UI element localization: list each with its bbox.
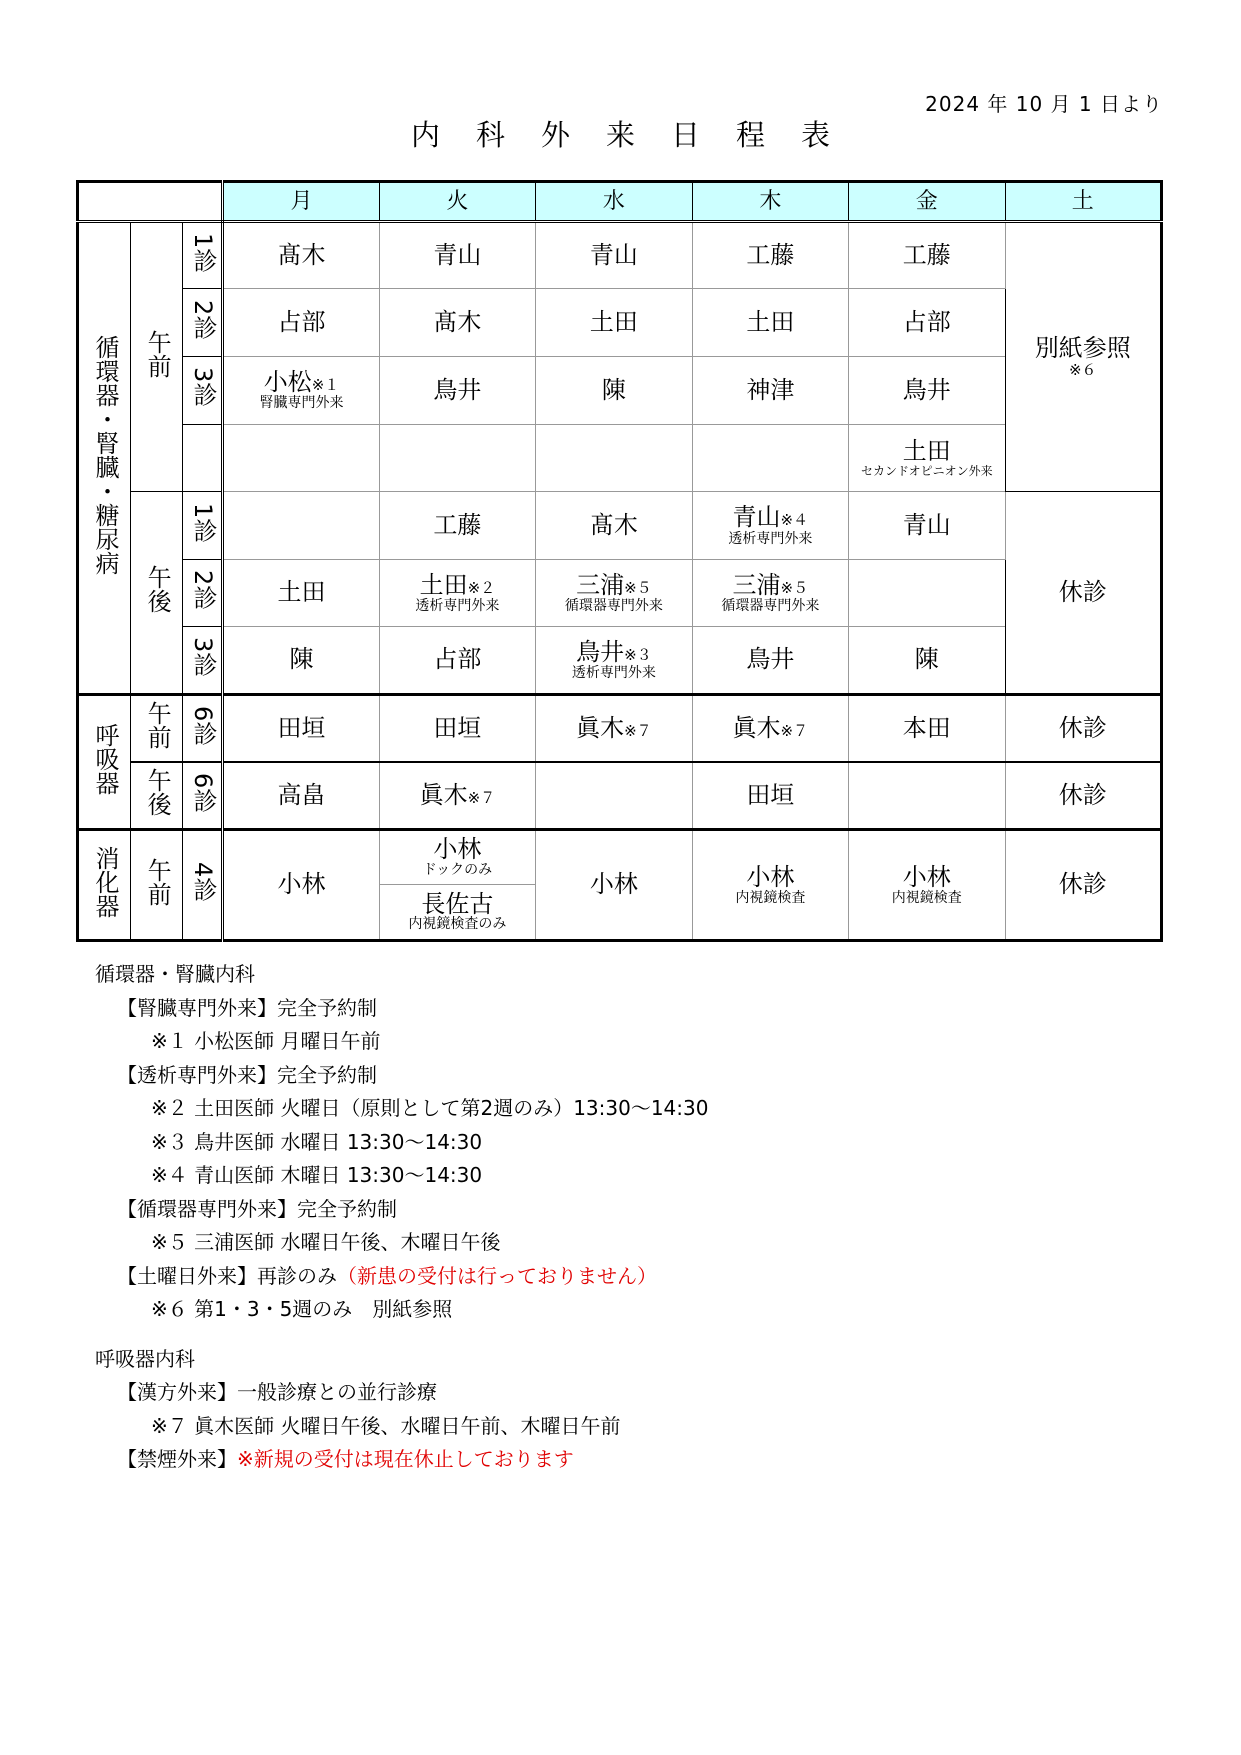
gastro-am xyxy=(130,830,183,941)
clinic-type: 内視鏡検査 xyxy=(891,890,962,907)
note-1: ※１ 小松医師 月曜日午前 xyxy=(151,1029,381,1053)
effective-date: 2024 年 10 月 1 日より xyxy=(925,92,1163,116)
room-label: 1診 xyxy=(188,502,217,542)
room-label: 4診 xyxy=(188,862,217,902)
note-mark: ※７ xyxy=(780,721,809,740)
note-kidney-head: 【腎臓専門外来】完全予約制 xyxy=(117,995,377,1020)
clinic-type: 透析専門外来 xyxy=(415,598,500,615)
clinic-type: 内視鏡検査 xyxy=(735,890,806,907)
day-tue: 火 xyxy=(379,182,535,222)
room-label: 6診 xyxy=(188,705,217,745)
room-1 xyxy=(183,492,223,560)
schedule-cell: 陳 xyxy=(849,627,1005,695)
room-2 xyxy=(183,289,223,357)
note-3: ※３ 鳥井医師 水曜日 13:30～14:30 xyxy=(151,1129,483,1154)
schedule-cell: 髙木 xyxy=(536,492,692,560)
clinic-type: 循環器専門外来 xyxy=(721,598,820,615)
schedule-cell xyxy=(223,424,379,492)
schedule-cell xyxy=(379,762,535,830)
schedule-cell xyxy=(849,424,1005,492)
schedule-cell: 工藤 xyxy=(692,221,848,289)
schedule-cell xyxy=(692,830,848,941)
schedule-cell: 田垣 xyxy=(223,694,379,762)
schedule-cell: 陳 xyxy=(223,627,379,695)
room-3 xyxy=(183,627,223,695)
doctor-name: 小林 xyxy=(746,862,795,891)
day-thu: 木 xyxy=(692,182,848,222)
resp-pm xyxy=(130,762,183,830)
schedule-cell: 占部 xyxy=(379,627,535,695)
schedule-cell: 陳 xyxy=(536,357,692,425)
doctor-name: 眞木 xyxy=(419,780,468,809)
room-label: 1診 xyxy=(188,232,217,272)
note-saturday-warning: （新患の受付は行っておりません） xyxy=(337,1263,657,1288)
schedule-cell: 青山 xyxy=(849,492,1005,560)
schedule-cell xyxy=(692,492,848,560)
note-mark: ※７ xyxy=(467,788,496,807)
doctor-name: 小林 xyxy=(433,835,482,864)
room-4 xyxy=(183,830,223,941)
note-smoking xyxy=(95,1443,708,1477)
schedule-cell: 青山 xyxy=(536,221,692,289)
notes-resp-heading: 呼吸器内科 xyxy=(95,1346,195,1371)
clinic-type: 透析専門外来 xyxy=(571,665,656,682)
notes-section xyxy=(95,958,708,1477)
note-mark: ※５ xyxy=(780,578,809,597)
saturday-cell: 休診 xyxy=(1005,694,1161,762)
schedule-cell: 田垣 xyxy=(379,694,535,762)
schedule-cell xyxy=(536,559,692,627)
clinic-type: ドックのみ xyxy=(422,861,493,878)
note-mark: ※２ xyxy=(467,578,496,597)
schedule-cell: 土田 xyxy=(692,289,848,357)
schedule-cell xyxy=(536,424,692,492)
doctor-name: 小林 xyxy=(902,862,951,891)
note-mark: ※４ xyxy=(780,510,809,529)
doctor-name: 三浦 xyxy=(576,570,625,599)
clinic-type: 内視鏡検査のみ xyxy=(408,916,507,933)
schedule-cell xyxy=(223,357,379,425)
am-label: 午前 xyxy=(143,857,172,906)
am-label: 午前 xyxy=(143,329,172,378)
saturday-cell: 休診 xyxy=(1005,762,1161,830)
table-corner xyxy=(78,182,223,222)
cardio-pm xyxy=(130,492,183,695)
schedule-cell: 髙木 xyxy=(223,221,379,289)
room-label: 6診 xyxy=(188,772,217,812)
schedule-cell: 神津 xyxy=(692,357,848,425)
clinic-type: セカンドオピニオン外来 xyxy=(860,464,993,479)
schedule-cell: 土田 xyxy=(536,289,692,357)
note-saturday-head: 【土曜日外来】再診のみ xyxy=(117,1263,337,1288)
room-6 xyxy=(183,694,223,762)
page-title: 内科外来日程表 xyxy=(410,118,866,152)
resp-am xyxy=(130,694,183,762)
note-4: ※４ 青山医師 木曜日 13:30～14:30 xyxy=(151,1163,483,1187)
room-3 xyxy=(183,357,223,425)
schedule-cell: 小林 xyxy=(536,830,692,941)
note-6: ※６ 第1・3・5週のみ 別紙参照 xyxy=(151,1297,453,1321)
dept-gastro xyxy=(78,830,131,941)
schedule-cell xyxy=(536,762,692,830)
room-label: 2診 xyxy=(188,570,217,610)
pm-label: 午後 xyxy=(143,768,172,817)
room-label: 3診 xyxy=(188,367,217,407)
note-7: ※７ 眞木医師 火曜日午後、水曜日午前、木曜日午前 xyxy=(151,1413,621,1438)
cardio-am xyxy=(130,221,183,491)
note-mark: ※５ xyxy=(624,578,652,597)
schedule-cell xyxy=(379,424,535,492)
schedule-cell: 占部 xyxy=(223,289,379,357)
dept-resp xyxy=(78,694,131,829)
doctor-name: 土田 xyxy=(419,570,468,599)
schedule-cell: 鳥井 xyxy=(379,357,535,425)
clinic-type: 腎臓専門外来 xyxy=(259,395,344,412)
schedule-cell xyxy=(849,762,1005,830)
room-blank xyxy=(183,424,223,492)
note-mark: ※１ xyxy=(311,375,340,394)
day-fri: 金 xyxy=(849,182,1005,222)
note-mark: ※３ xyxy=(624,645,652,664)
doctor-name: 三浦 xyxy=(732,570,781,599)
pm-label: 午後 xyxy=(143,565,172,614)
schedule-cell: 工藤 xyxy=(849,221,1005,289)
saturday-cell: 休診 xyxy=(1005,830,1161,941)
dept-gastro-label: 消化器 xyxy=(91,845,120,918)
day-sat: 土 xyxy=(1005,182,1161,222)
note-5: ※５ 三浦医師 水曜日午後、木曜日午後 xyxy=(151,1230,501,1254)
doctor-name: 土田 xyxy=(902,436,951,465)
room-2 xyxy=(183,559,223,627)
schedule-cell: 鳥井 xyxy=(692,627,848,695)
schedule-cell xyxy=(849,830,1005,941)
schedule-cell: 田垣 xyxy=(692,762,848,830)
doctor-name: 青山 xyxy=(732,502,781,531)
doctor-name: 小松 xyxy=(263,367,312,396)
schedule-cell: 青山 xyxy=(379,221,535,289)
schedule-cell: 土田 xyxy=(223,559,379,627)
note-kampo-head: 【漢方外来】一般診療との並行診療 xyxy=(117,1380,437,1404)
saturday-see-attached: 別紙参照 xyxy=(1034,333,1131,362)
schedule-cell: 占部 xyxy=(849,289,1005,357)
schedule-cell xyxy=(379,830,535,885)
saturday-cell: 休診 xyxy=(1005,492,1161,695)
room-label: 3診 xyxy=(188,637,217,677)
clinic-type: 透析専門外来 xyxy=(728,530,813,547)
day-mon: 月 xyxy=(223,182,379,222)
schedule-cell xyxy=(692,559,848,627)
note-smoking-warning: ※新規の受付は現在休止しております xyxy=(237,1447,574,1471)
note-cardio-head: 【循環器専門外来】完全予約制 xyxy=(117,1196,397,1221)
doctor-name: 眞木 xyxy=(576,713,625,742)
schedule-cell: 鳥井 xyxy=(849,357,1005,425)
schedule-cell xyxy=(379,559,535,627)
doctor-name: 眞木 xyxy=(732,713,781,742)
room-6 xyxy=(183,762,223,830)
schedule-cell xyxy=(223,492,379,560)
dept-resp-label: 呼吸器 xyxy=(91,722,120,795)
note-smoking-head: 【禁煙外来】 xyxy=(117,1447,237,1471)
schedule-cell xyxy=(849,559,1005,627)
note-mark: ※６ xyxy=(1068,361,1097,380)
am-label: 午前 xyxy=(143,701,172,750)
schedule-cell xyxy=(379,885,535,941)
doctor-name: 長佐古 xyxy=(421,889,494,918)
note-2: ※２ 土田医師 火曜日（原則として第2週のみ）13:30～14:30 xyxy=(151,1096,709,1120)
note-dialysis-head: 【透析専門外来】完全予約制 xyxy=(117,1062,377,1087)
schedule-cell: 高畠 xyxy=(223,762,379,830)
notes-cardio-heading: 循環器・腎臓内科 xyxy=(95,962,255,986)
schedule-cell: 本田 xyxy=(849,694,1005,762)
schedule-cell: 髙木 xyxy=(379,289,535,357)
schedule-cell xyxy=(692,694,848,762)
dept-cardio xyxy=(78,221,131,694)
schedule-cell xyxy=(536,694,692,762)
clinic-type: 循環器専門外来 xyxy=(564,598,663,615)
schedule-cell: 工藤 xyxy=(379,492,535,560)
saturday-cell xyxy=(1005,221,1161,491)
room-label: 2診 xyxy=(188,299,217,340)
day-wed: 水 xyxy=(536,182,692,222)
schedule-cell: 小林 xyxy=(223,830,379,941)
note-mark: ※７ xyxy=(624,721,652,740)
schedule-table xyxy=(76,180,1163,942)
schedule-cell xyxy=(692,424,848,492)
note-saturday xyxy=(95,1260,708,1294)
schedule-cell xyxy=(536,627,692,695)
room-1 xyxy=(183,221,223,289)
dept-cardio-label: 循環器・腎臓・糖尿病 xyxy=(91,334,120,575)
doctor-name: 鳥井 xyxy=(576,637,625,666)
